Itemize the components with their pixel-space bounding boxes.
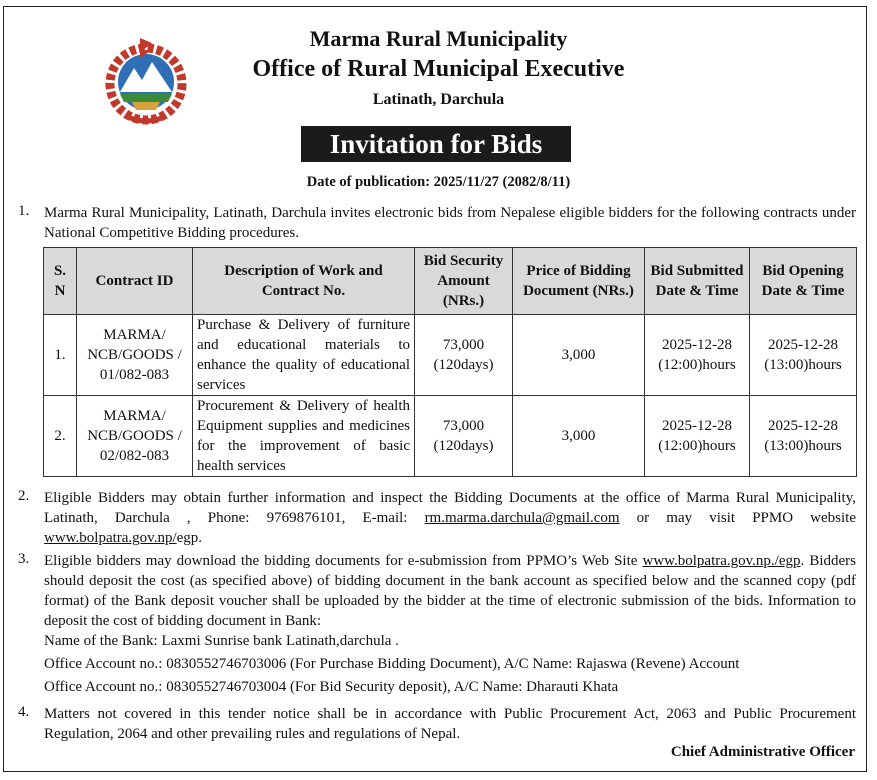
office-name: Office of Rural Municipal Executive: [252, 56, 625, 82]
cell-contract-id: MARMA/ NCB/GOODS / 02/082-083: [77, 396, 193, 477]
header-description: Description of Work and Contract No.: [193, 248, 415, 315]
item-2-end: egp.: [176, 530, 203, 546]
cell-description: Procurement & Delivery of health Equipment supplies and medicines for the improvement of basic health services: [193, 396, 415, 477]
item-4-text: Matters not covered in this tender notice shall be in accordance with Public Procurement Act, 2063 and Public Procurement Regulation, 2064 and other prevailing rules and regulations of Nepal.: [44, 706, 856, 742]
item-2-middle: or may visit PPMO website: [619, 510, 856, 526]
header-opening: Bid Opening Date & Time: [750, 248, 857, 315]
cell-price: 3,000: [513, 315, 645, 396]
cell-contract-id: MARMA/ NCB/GOODS / 01/082-083: [77, 315, 193, 396]
item-2-text: [44, 488, 856, 548]
cell-bid-security: 73,000 (120days): [415, 396, 513, 477]
header-submitted: Bid Submitted Date & Time: [645, 248, 750, 315]
email-link[interactable]: rm.marma.darchula@gmail.com: [424, 510, 620, 526]
table-row: [44, 396, 857, 477]
office-location: Latinath, Darchula: [372, 91, 505, 108]
item-2-intro: Eligible Bidders may obtain further information and inspect the Bidding Documents at the office of Marma Rural Municipality, Latinath, Darchula , Phone: 9769876101, E-mail:: [44, 490, 856, 526]
bolpatra-link[interactable]: www.bolpatra.gov.np./egp: [642, 553, 801, 569]
item-number-1: 1.: [18, 203, 30, 219]
bank-name: Name of the Bank: Laxmi Sunrise bank Latinath,darchula .: [44, 633, 399, 649]
municipality-name: Marma Rural Municipality: [309, 26, 568, 51]
cell-description: Purchase & Delivery of furniture and educational materials to enhance the quality of educational services: [193, 315, 415, 396]
cell-bid-security: 73,000 (120days): [415, 315, 513, 396]
item-3-text: [44, 551, 856, 631]
item-number-3: 3.: [18, 551, 30, 567]
bids-table: [43, 247, 857, 477]
cell-submitted: 2025-12-28 (12:00)hours: [645, 396, 750, 477]
header-price: Price of Bidding Document (NRs.): [513, 248, 645, 315]
item-number-4: 4.: [18, 704, 30, 720]
cell-opening: 2025-12-28 (13:00)hours: [750, 315, 857, 396]
table-header-row: [44, 248, 857, 315]
header-contract-id: Contract ID: [77, 248, 193, 315]
cell-price: 3,000: [513, 396, 645, 477]
item-3-intro: Eligible bidders may download the bidding documents for e-submission from PPMO’s Web Site: [44, 553, 643, 569]
ppmo-website-link[interactable]: www.bolpatra.gov.np/: [44, 530, 177, 546]
item-number-2: 2.: [18, 488, 30, 504]
table-row: [44, 315, 857, 396]
cell-sn: 2.: [44, 396, 77, 477]
account-security: Office Account no.: 0830552746703004 (For Bid Security deposit), A/C Name: Dharauti Khata: [44, 679, 619, 695]
notice-title: Invitation for Bids: [301, 126, 571, 162]
account-purchase: Office Account no.: 0830552746703006 (For Purchase Bidding Document), A/C Name: Rajaswa (Revene) Account: [44, 656, 740, 672]
cell-sn: 1.: [44, 315, 77, 396]
header-bid-security: Bid Security Amount (NRs.): [415, 248, 513, 315]
header-sn: S. N: [44, 248, 77, 315]
signatory: Chief Administrative Officer: [670, 744, 855, 760]
cell-submitted: 2025-12-28 (12:00)hours: [645, 315, 750, 396]
item-3-body: . Bidders should deposit the cost (as specified above) of bidding document in the bank account as specified below and the scanned copy (pdf format) of the Bank deposit voucher shall be uploaded by the bidder at the time of electronic submission of the bids. Information to deposit the cost of bidding document in Bank:: [44, 553, 856, 629]
item-1-text: Marma Rural Municipality, Latinath, Darchula invites electronic bids from Nepalese eligible bidders for the following contracts under National Competitive Bidding procedures.: [44, 205, 856, 241]
publication-date: Date of publication: 2025/11/27 (2082/8/11): [306, 174, 571, 190]
cell-opening: 2025-12-28 (13:00)hours: [750, 396, 857, 477]
